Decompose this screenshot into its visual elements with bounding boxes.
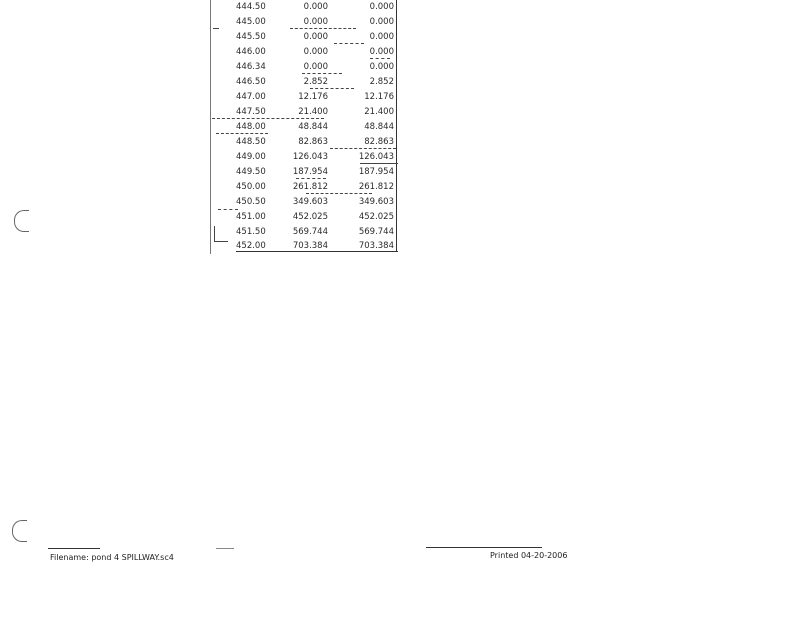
volume-cell: 261.812 [358, 182, 394, 192]
scan-artifact-mark [213, 28, 219, 29]
elevation-cell: 447.00 [236, 92, 266, 102]
scan-artifact-line [360, 163, 398, 164]
footer-filename: Filename: pond 4 SPILLWAY.sc4 [50, 553, 174, 562]
volume-cell: 126.043 [358, 152, 394, 162]
scan-artifact-line [296, 178, 326, 180]
scan-artifact-line [310, 88, 354, 90]
area-cell: 349.603 [292, 197, 328, 207]
elevation-cell: 447.50 [236, 107, 266, 117]
elevation-cell: 448.50 [236, 137, 266, 147]
elevation-cell: 448.00 [236, 122, 266, 132]
storage-table [210, 0, 398, 254]
elevation-cell: 452.00 [236, 241, 266, 251]
area-cell: 0.000 [303, 62, 328, 72]
elevation-cell: 450.00 [236, 182, 266, 192]
area-cell: 569.744 [292, 227, 328, 237]
area-cell: 126.043 [292, 152, 328, 162]
elevation-cell: 449.50 [236, 167, 266, 177]
table-row [210, 239, 398, 254]
table-row [210, 225, 398, 240]
volume-cell: 2.852 [369, 77, 394, 87]
scan-artifact-line [214, 226, 215, 242]
area-cell: 0.000 [303, 47, 328, 57]
scan-artifact-line [290, 28, 356, 30]
area-cell: 261.812 [292, 182, 328, 192]
scan-artifact-line [306, 193, 372, 195]
footer-printed-date: Printed 04-20-2006 [490, 551, 568, 560]
volume-cell: 0.000 [369, 17, 394, 27]
elevation-cell: 444.50 [236, 2, 266, 12]
volume-cell: 0.000 [369, 2, 394, 12]
area-cell: 0.000 [303, 2, 328, 12]
table-row [210, 210, 398, 225]
elevation-cell: 445.00 [236, 17, 266, 27]
area-cell: 21.400 [298, 107, 328, 117]
volume-cell: 703.384 [358, 241, 394, 251]
scan-artifact-line [302, 73, 342, 75]
area-cell: 12.176 [298, 92, 328, 102]
volume-cell: 452.025 [358, 212, 394, 222]
elevation-cell: 449.00 [236, 152, 266, 162]
footer-rule [216, 548, 234, 549]
elevation-cell: 451.50 [236, 227, 266, 237]
area-cell: 82.863 [298, 137, 328, 147]
volume-cell: 569.744 [358, 227, 394, 237]
volume-cell: 0.000 [369, 47, 394, 57]
scan-artifact-line [334, 43, 364, 45]
elevation-cell: 446.50 [236, 77, 266, 87]
elevation-cell: 451.00 [236, 212, 266, 222]
scan-artifact-line [370, 58, 390, 60]
volume-cell: 21.400 [364, 107, 394, 117]
scan-artifact-line [212, 118, 324, 120]
elevation-cell: 450.50 [236, 197, 266, 207]
footer-rule [426, 547, 542, 548]
volume-cell: 0.000 [369, 32, 394, 42]
scan-artifact-line [330, 148, 396, 150]
scan-artifact-line [216, 133, 268, 135]
area-cell: 0.000 [303, 32, 328, 42]
area-cell: 0.000 [303, 17, 328, 27]
area-cell: 2.852 [303, 77, 328, 87]
volume-cell: 82.863 [364, 137, 394, 147]
table-row [210, 90, 398, 105]
area-cell: 187.954 [292, 167, 328, 177]
volume-cell: 12.176 [364, 92, 394, 102]
area-cell: 703.384 [292, 241, 328, 251]
table-row [210, 0, 398, 15]
volume-cell: 0.000 [369, 62, 394, 72]
volume-cell: 48.844 [364, 122, 394, 132]
scan-artifact-line [214, 241, 228, 242]
elevation-cell: 445.50 [236, 32, 266, 42]
area-cell: 452.025 [292, 212, 328, 222]
elevation-cell: 446.34 [236, 62, 266, 72]
scan-artifact-line [218, 209, 238, 211]
volume-cell: 187.954 [358, 167, 394, 177]
table-row [210, 195, 398, 210]
punch-hole-icon [12, 520, 27, 542]
punch-hole-icon [14, 210, 29, 232]
footer-rule [48, 548, 100, 549]
table-row [210, 30, 398, 45]
volume-cell: 349.603 [358, 197, 394, 207]
table-row [210, 75, 398, 90]
area-cell: 48.844 [298, 122, 328, 132]
elevation-cell: 446.00 [236, 47, 266, 57]
